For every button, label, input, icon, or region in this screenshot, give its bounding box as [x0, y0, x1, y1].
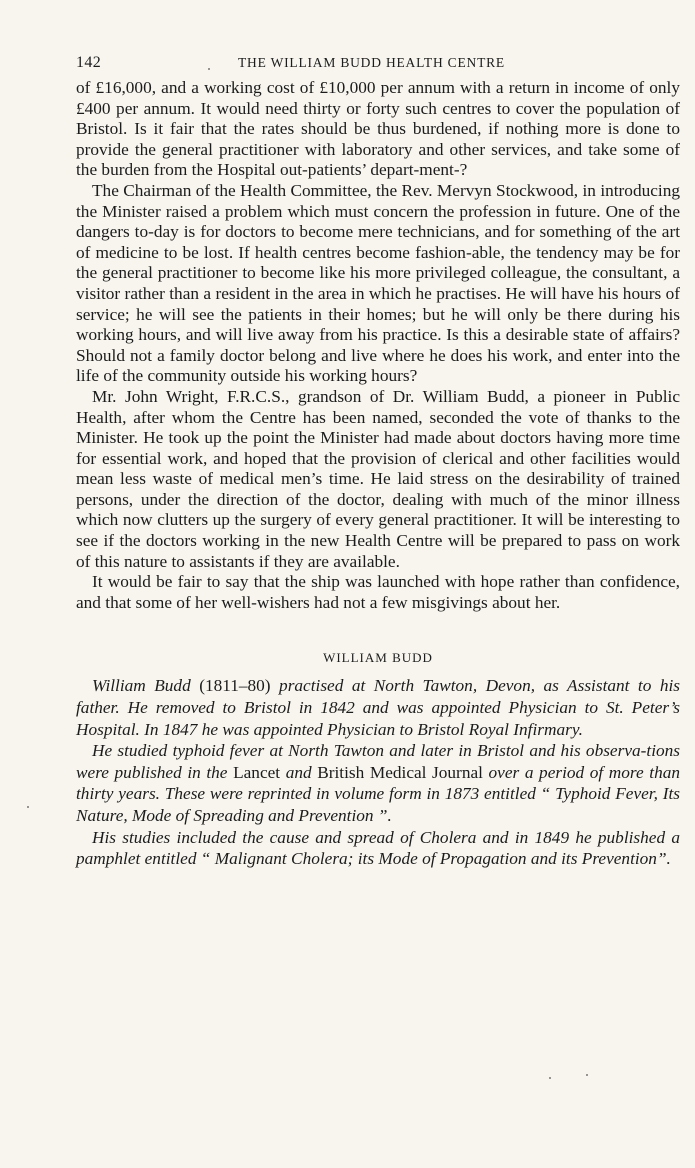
- bio-paragraph-cholera: His studies included the cause and spread of Cholera and in 1849 he published a pamphlet entitled “ Malignant Cholera; its Mode of Propagation and its Prevention”.: [76, 827, 680, 869]
- bio-paragraph-typhoid: [76, 740, 680, 826]
- print-speck: [27, 806, 29, 808]
- paragraph-john-wright: Mr. John Wright, F.R.C.S., grandson of Dr. William Budd, a pioneer in Public Health, after whom the Centre has been named, seconded the vote of thanks to the Minister. He took up the point the Minister had made about doctors having more time for essential work, and hoped that the provision of clerical and other facilities would mean less waste of medical men’s time. He laid stress on the desirability of trained persons, under the direction of the doctor, dealing with much of the minor illness which now clutters up the surgery of every general practitioner. It will be interesting to see if the doctors working in the new Health Centre will be prepared to pass on work of this nature to assistants if they are available.: [76, 386, 680, 571]
- print-speck: [586, 1074, 588, 1076]
- page: [76, 50, 680, 870]
- paragraph-ship-launched: It would be fair to say that the ship was launched with hope rather than confidence, and that some of her well-wishers had not a few misgivings about her.: [76, 572, 680, 612]
- biography-section: [76, 675, 680, 869]
- print-speck: [549, 1077, 551, 1079]
- journal-bmj: British Medical Journal: [317, 762, 483, 782]
- running-title: THE WILLIAM BUDD HEALTH CENTRE: [238, 55, 505, 70]
- running-head: [76, 50, 680, 78]
- section-heading: WILLIAM BUDD: [323, 650, 433, 666]
- bio-typhoid-text-2: over a period of more than thirty years. These were reprinted in volume form in 1873 entitled “ Typhoid Fever, Its Nature, Mode of Spreading and Prevention ”.: [76, 762, 680, 825]
- page-number: 142: [76, 54, 102, 71]
- bio-typhoid-text-1: He studied typhoid fever at North Tawton and later in Bristol and his observa-tions were published in the: [76, 741, 680, 782]
- bio-name: William Budd: [92, 676, 191, 696]
- paragraph-chairman: The Chairman of the Health Committee, the Rev. Mervyn Stockwood, in introducing the Minister raised a problem which must concern the profession in future. One of the dangers to-day is for doctors to become mere technicians, and for something of the art of medicine to be lost. If health centres become fashion-able, the tendency may be for the general practitioner to become like his more privileged colleague, the consultant, a visitor rather than a resident in the area in which he practises. He will have his hours of service; he will see the patients in their homes; but he will only be there during his working hours, and will live away from his practice. Is this a desirable state of affairs? Should not a family doctor belong and live where he does his work, and enter into the life of the community outside his working hours?: [76, 180, 680, 386]
- paragraph-cost-continuation: of £16,000, and a working cost of £10,000 per annum with a return in income of only £400 per annum. It would need thirty or forty such centres to cover the population of Bristol. Is it fair that the rates should be thus burdened, if nothing more is done to provide the general practitioner with laboratory and other services, and take some of the burden from the Hospital out-patients’ depart-ment-?: [76, 78, 680, 180]
- print-speck: [208, 68, 210, 70]
- bio-career-text: practised at North Tawton, Devon, as Assistant to his father. He removed to Bristol in 1842 and was appointed Physician to St. Peter’s Hospital. In 1847 he was appointed Physician to Bristol Royal Infirmary.: [76, 676, 681, 739]
- journal-lancet: Lancet: [233, 762, 281, 782]
- bio-paragraph-career: [76, 675, 680, 740]
- bio-dates: (1811–80): [199, 676, 271, 696]
- bio-typhoid-and: and: [285, 762, 312, 782]
